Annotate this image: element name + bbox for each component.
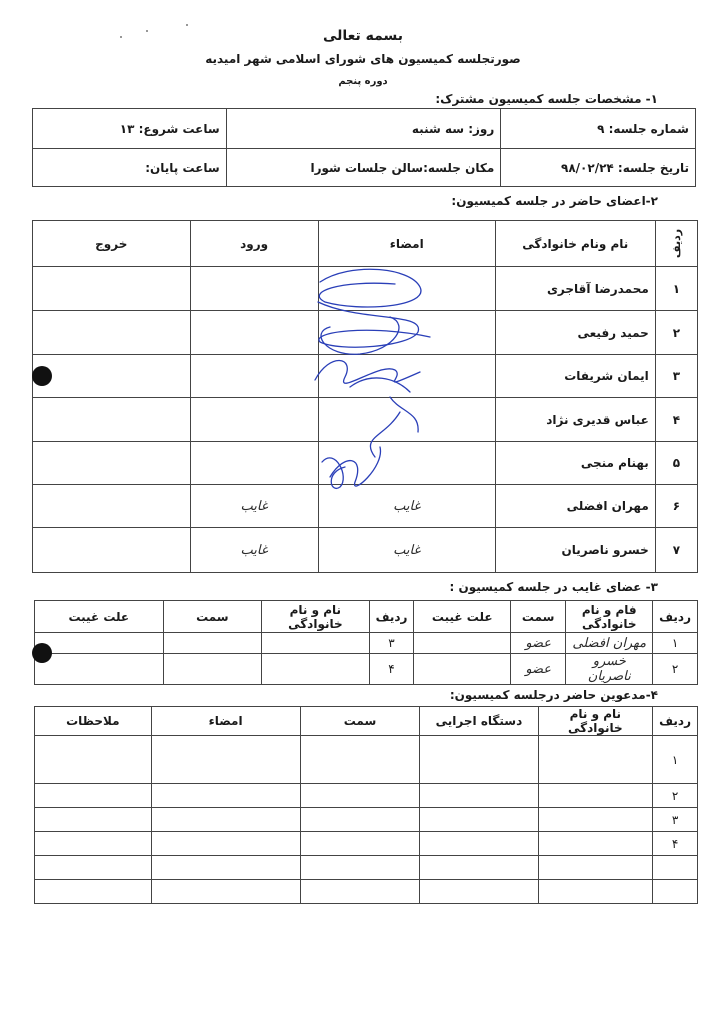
- signature-scribble-3: [315, 360, 420, 383]
- member-name: حمید رفیعی: [495, 311, 655, 355]
- guests-table: [34, 706, 698, 904]
- header-name-2: نام و نام خانوادگی: [262, 601, 369, 633]
- header-position: سمت: [300, 707, 420, 736]
- row-number: ۵: [655, 442, 697, 485]
- table-row: [35, 880, 698, 904]
- signature-loop-1: [321, 317, 399, 354]
- absent-position-2: [163, 633, 262, 654]
- blue-signatures: [300, 262, 440, 502]
- exit-cell: [33, 398, 191, 442]
- row-number: ۲: [653, 654, 698, 685]
- row-number-blank: [653, 880, 698, 904]
- absent-position-2: [163, 654, 262, 685]
- absent-name-2: [262, 654, 369, 685]
- row-number: ۴: [655, 398, 697, 442]
- row-number: ۶: [655, 485, 697, 528]
- scan-speck: [120, 36, 122, 38]
- guest-signature: [151, 784, 300, 808]
- member-name: عباس قدیری نژاد: [495, 398, 655, 442]
- absent-position: عضو: [511, 633, 566, 654]
- row-number: ۱: [655, 267, 697, 311]
- header-org: دستگاه اجرایی: [420, 707, 538, 736]
- table-row: [35, 654, 698, 685]
- guest-name: [538, 880, 653, 904]
- entry-cell: [190, 267, 318, 311]
- header-exit: خروج: [33, 221, 191, 267]
- table-row: [35, 856, 698, 880]
- entry-cell: [190, 442, 318, 485]
- session-number: شماره جلسه: ۹: [501, 109, 696, 149]
- header-position: سمت: [511, 601, 566, 633]
- header-row: ردیف: [653, 601, 698, 633]
- absent-reason-2: [35, 633, 164, 654]
- guest-position: [300, 784, 420, 808]
- entry-cell: [190, 398, 318, 442]
- row-number: ۳: [655, 355, 697, 398]
- table-row: [35, 832, 698, 856]
- absent-name-2: [262, 633, 369, 654]
- entry-cell: [190, 311, 318, 355]
- guest-name: [538, 808, 653, 832]
- row-number-2: ۴: [369, 654, 414, 685]
- guest-notes: [35, 856, 152, 880]
- table-row: [35, 784, 698, 808]
- header-position-2: سمت: [163, 601, 262, 633]
- row-number: ۴: [653, 832, 698, 856]
- table-row: [33, 528, 698, 573]
- absent-reason: [414, 654, 511, 685]
- header-entry: ورود: [190, 221, 318, 267]
- exit-cell: [33, 528, 191, 573]
- header-name: نام و نام خانوادگی: [538, 707, 653, 736]
- row-number-blank: [653, 856, 698, 880]
- header-reason: علت غیبت: [414, 601, 511, 633]
- entry-cell: غایب: [190, 528, 318, 573]
- guest-notes: [35, 832, 152, 856]
- guest-name: [538, 832, 653, 856]
- table-row: [35, 808, 698, 832]
- guest-org: [420, 736, 538, 784]
- absent-name: مهران افضلی: [566, 633, 653, 654]
- row-number: ۳: [653, 808, 698, 832]
- end-time: ساعت پایان:: [33, 149, 227, 187]
- scan-speck: [146, 30, 148, 32]
- guest-name: [538, 736, 653, 784]
- signature-scribble-2: [318, 302, 430, 347]
- section1-title: ۱- مشخصات جلسه کمیسیون مشترک:: [435, 92, 658, 106]
- guest-position: [300, 880, 420, 904]
- signature-scribble-5: [330, 412, 400, 486]
- guest-position: [300, 832, 420, 856]
- guest-notes: [35, 736, 152, 784]
- section4-title: ۴-مدعوین حاضر درجلسه کمیسیون:: [449, 688, 658, 702]
- member-name: ایمان شریفات: [495, 355, 655, 398]
- document-title: بسمه تعالی: [322, 28, 404, 44]
- section3-title: ۳- عضای غایب در جلسه کمیسیون :: [449, 580, 658, 594]
- entry-cell: غایب: [190, 485, 318, 528]
- scan-speck: [186, 24, 188, 26]
- guest-signature: [151, 808, 300, 832]
- guest-signature: [151, 856, 300, 880]
- signature-loop-2: [322, 458, 345, 488]
- document-subtitle: صورتجلسه کمیسیون های شورای اسلامی شهر امیدیه: [205, 52, 521, 66]
- guest-name: [538, 856, 653, 880]
- header-name: فام و نام خانوادگی: [566, 601, 653, 633]
- guest-org: [420, 856, 538, 880]
- row-number: ۷: [655, 528, 697, 573]
- punch-hole: [32, 643, 52, 663]
- absent-reason-2: [35, 654, 164, 685]
- guest-signature: [151, 832, 300, 856]
- row-number: ۱: [653, 633, 698, 654]
- guest-signature: [151, 880, 300, 904]
- exit-cell: [33, 311, 191, 355]
- guest-org: [420, 808, 538, 832]
- guest-org: [420, 880, 538, 904]
- session-place: مکان جلسه:سالن جلسات شورا: [226, 149, 501, 187]
- punch-hole: [32, 366, 52, 386]
- signature-cell: غایب: [318, 528, 495, 573]
- absent-position: عضو: [511, 654, 566, 685]
- session-date: تاریخ جلسه: ۹۸/۰۲/۲۴: [501, 149, 696, 187]
- guest-position: [300, 808, 420, 832]
- header-reason-2: علت غیبت: [35, 601, 164, 633]
- member-name: مهران افضلی: [495, 485, 655, 528]
- table-row: [35, 736, 698, 784]
- absent-reason: [414, 633, 511, 654]
- guest-signature: [151, 736, 300, 784]
- header-signature: امضاء: [318, 221, 495, 267]
- header-row: ردیف: [655, 221, 697, 267]
- exit-cell: [33, 267, 191, 311]
- guest-org: [420, 784, 538, 808]
- member-name: محمدرضا آقاجری: [495, 267, 655, 311]
- row-number: ۲: [653, 784, 698, 808]
- exit-cell: [33, 355, 191, 398]
- guest-name: [538, 784, 653, 808]
- session-info-table: [32, 108, 696, 187]
- header-notes: ملاحظات: [35, 707, 152, 736]
- row-number-2: ۳: [369, 633, 414, 654]
- header-name: نام ونام خانوادگی: [495, 221, 655, 267]
- section2-title: ۲-اعضای حاضر در جلسه کمیسیون:: [451, 194, 658, 208]
- header-row-2: ردیف: [369, 601, 414, 633]
- absent-name: خسرو ناصریان: [566, 654, 653, 685]
- document-period: دوره پنجم: [338, 76, 388, 87]
- header-signature: امضاء: [151, 707, 300, 736]
- member-name: بهنام منجی: [495, 442, 655, 485]
- absentees-table: [34, 600, 698, 685]
- start-time: ساعت شروع: ۱۳: [33, 109, 227, 149]
- entry-cell: [190, 355, 318, 398]
- guest-notes: [35, 784, 152, 808]
- signature-cell: غایب: [318, 485, 495, 528]
- exit-cell: [33, 485, 191, 528]
- guest-position: [300, 736, 420, 784]
- session-day: روز: سه شنبه: [226, 109, 501, 149]
- guest-notes: [35, 808, 152, 832]
- guest-position: [300, 856, 420, 880]
- exit-cell: [33, 442, 191, 485]
- row-number: ۱: [653, 736, 698, 784]
- signature-scribble-1: [319, 269, 421, 307]
- signature-scribble-4: [350, 378, 418, 432]
- guest-notes: [35, 880, 152, 904]
- guest-org: [420, 832, 538, 856]
- row-number: ۲: [655, 311, 697, 355]
- member-name: خسرو ناصریان: [495, 528, 655, 573]
- header-row: ردیف: [653, 707, 698, 736]
- table-row: [35, 633, 698, 654]
